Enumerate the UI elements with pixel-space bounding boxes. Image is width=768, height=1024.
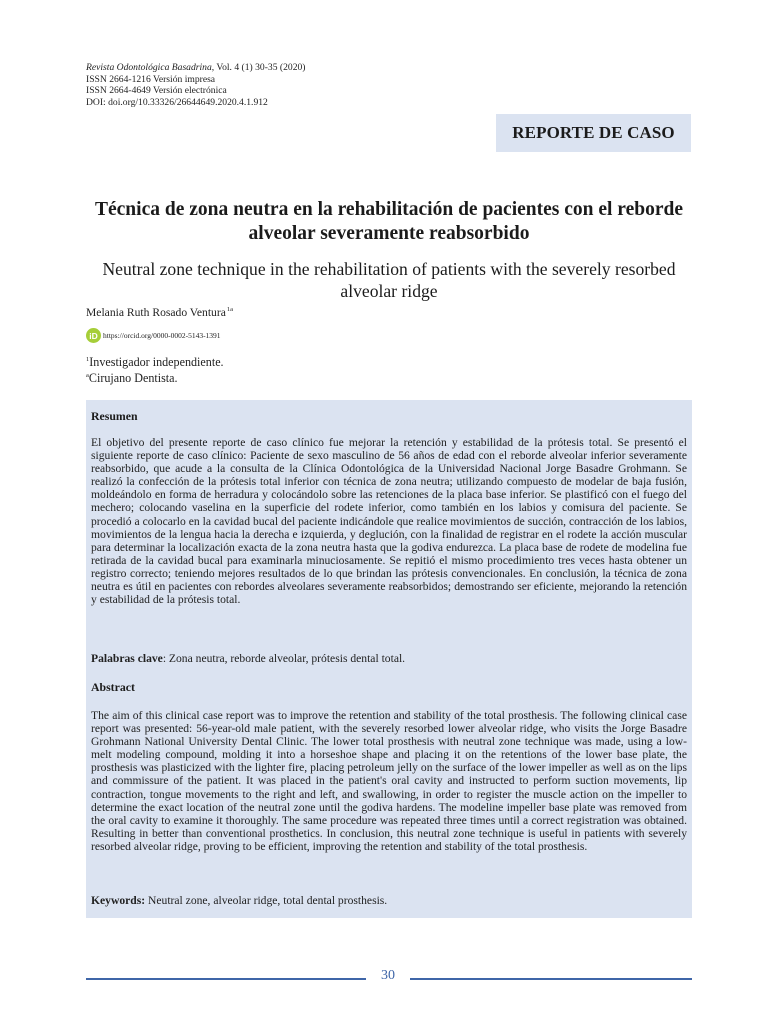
keywords-label: Keywords: — [91, 894, 146, 907]
affiliation-text: Investigador independiente. — [89, 355, 224, 369]
footer-line-right — [410, 978, 692, 980]
keywords — [91, 894, 387, 907]
section-label: REPORTE DE CASO — [496, 114, 691, 152]
journal-citation — [86, 62, 306, 74]
journal-header — [86, 62, 306, 108]
title-spanish: Técnica de zona neutra en la rehabilitación de pacientes con el reborde alveolar severamente reabsorbido — [94, 199, 684, 244]
orcid-link[interactable] — [86, 328, 221, 343]
page-number: 30 — [381, 968, 395, 983]
resumen-text: El objetivo del presente reporte de caso clínico fue mejorar la retención y estabilidad de la prótesis total. Se presentó el siguiente reporte de caso clínico: Paciente de sexo masculino de 56 años de edad con el reborde alveolar inferior severamente reabsorbido, que acude a la consulta de la Clínica Odontológica de la Universidad Nacional Jorge Basadre Grohmann. Se realizó la confección de la prótesis total inferior con técnica de zona neutra; utilizando compuesto de modelar de baja fusión, moldeándolo en forma de herradura y colocándolo sobre las retenciones de la placa base inferior. Se plastificó con el fuego del mechero; colocando vaselina en la superficie del rodete inferior, como también en los labios y comisura del paciente. Se procedió a colocarlo en la cavidad bucal del paciente indicándole que realice movimientos de succión, contracción de los labios, movimientos de la lengua hacia la derecha e izquierda, y deglución, con la finalidad de registrar en el rodete la acción muscular para determinar la localización exacta de la zona neutra hasta que la godiva endurezca. La placa base de rodete de modelina fue retirada de la cavidad bucal para examinarla minuciosamente. Se repitió el mismo procedimiento tres veces hasta obtener un registro correcto; teniendo mejores resultados de lo que brindan las prótesis convencionales. En conclusión, la técnica de zona neutra es útil en pacientes con rebordes alveolares severamente reabsorbidos; demostrando ser eficiente, mejorando la retención y estabilidad de la prótesis total. — [91, 436, 687, 607]
abstract-heading: Abstract — [91, 680, 135, 694]
journal-name: Revista Odontológica Basadrina — [86, 62, 212, 73]
issn-online: ISSN 2664-4649 Versión electrónica — [86, 85, 227, 97]
affiliation-mark: 1 — [86, 356, 90, 363]
author-name: Melania Ruth Rosado Ventura — [86, 306, 226, 319]
journal-volume: , Vol. 4 (1) 30-35 (2020) — [211, 62, 306, 73]
affiliation-mark: a — [86, 372, 89, 379]
palabras-clave-text: : Zona neutra, reborde alveolar, prótesis dental total. — [162, 652, 406, 665]
author-marks: 1a — [226, 306, 233, 313]
footer-line-left — [86, 978, 366, 980]
palabras-clave — [91, 652, 405, 665]
affiliation-2 — [86, 369, 178, 385]
title-english: Neutral zone technique in the rehabilitation of patients with the severely resorbed alveolar ridge — [102, 259, 676, 301]
palabras-clave-label: Palabras clave — [91, 652, 163, 665]
doi[interactable]: DOI: doi.org/10.33326/26644649.2020.4.1.912 — [86, 96, 268, 108]
author-line — [86, 306, 233, 319]
resumen-heading: Resumen — [91, 409, 138, 423]
abstract-text: The aim of this clinical case report was to improve the retention and stability of the total prosthesis. The following clinical case report was presented: 56-year-old male patient, with the severely resorbed lower alveolar ridge, who visits the Jorge Basadre Grohmann National University Dental Clinic. The lower total prosthesis with neutral zone technique was made, using a low-melt modeling compound, molding it into a horseshoe shape and placing it on the retentions of the lower base plate, the prosthesis was plasticized with the lighter fire, placing petroleum jelly on the surface of the lower impeller as well as on the lips and commissure of the patient. It was placed in the patient's oral cavity and instructed to perform suction movements, lip contraction, tongue movements to the right and left, and swallowing, in order to register the muscle action on the impeller to determine the exact location of the neutral zone until the godiva hardens. The modeline impeller base plate was removed from the oral cavity to examine it thoroughly. The same procedure was repeated three times until a correct registration was obtained. Resulting in better than conventional prosthetics. In conclusion, this neutral zone technique is useful in patients with severely resorbed alveolar ridge, proving to be efficient, improving the retention and stability of the total prosthesis. — [91, 709, 687, 853]
affiliation-text: Cirujano Dentista. — [88, 371, 178, 385]
abstract-box — [86, 400, 692, 918]
orcid-icon: iD — [86, 328, 101, 343]
orcid-url[interactable]: https://orcid.org/0000-0002-5143-1391 — [103, 331, 221, 340]
affiliation-1 — [86, 353, 224, 369]
issn-print: ISSN 2664-1216 Versión impresa — [86, 73, 216, 85]
keywords-text: Neutral zone, alveolar ridge, total dental prosthesis. — [145, 894, 388, 907]
